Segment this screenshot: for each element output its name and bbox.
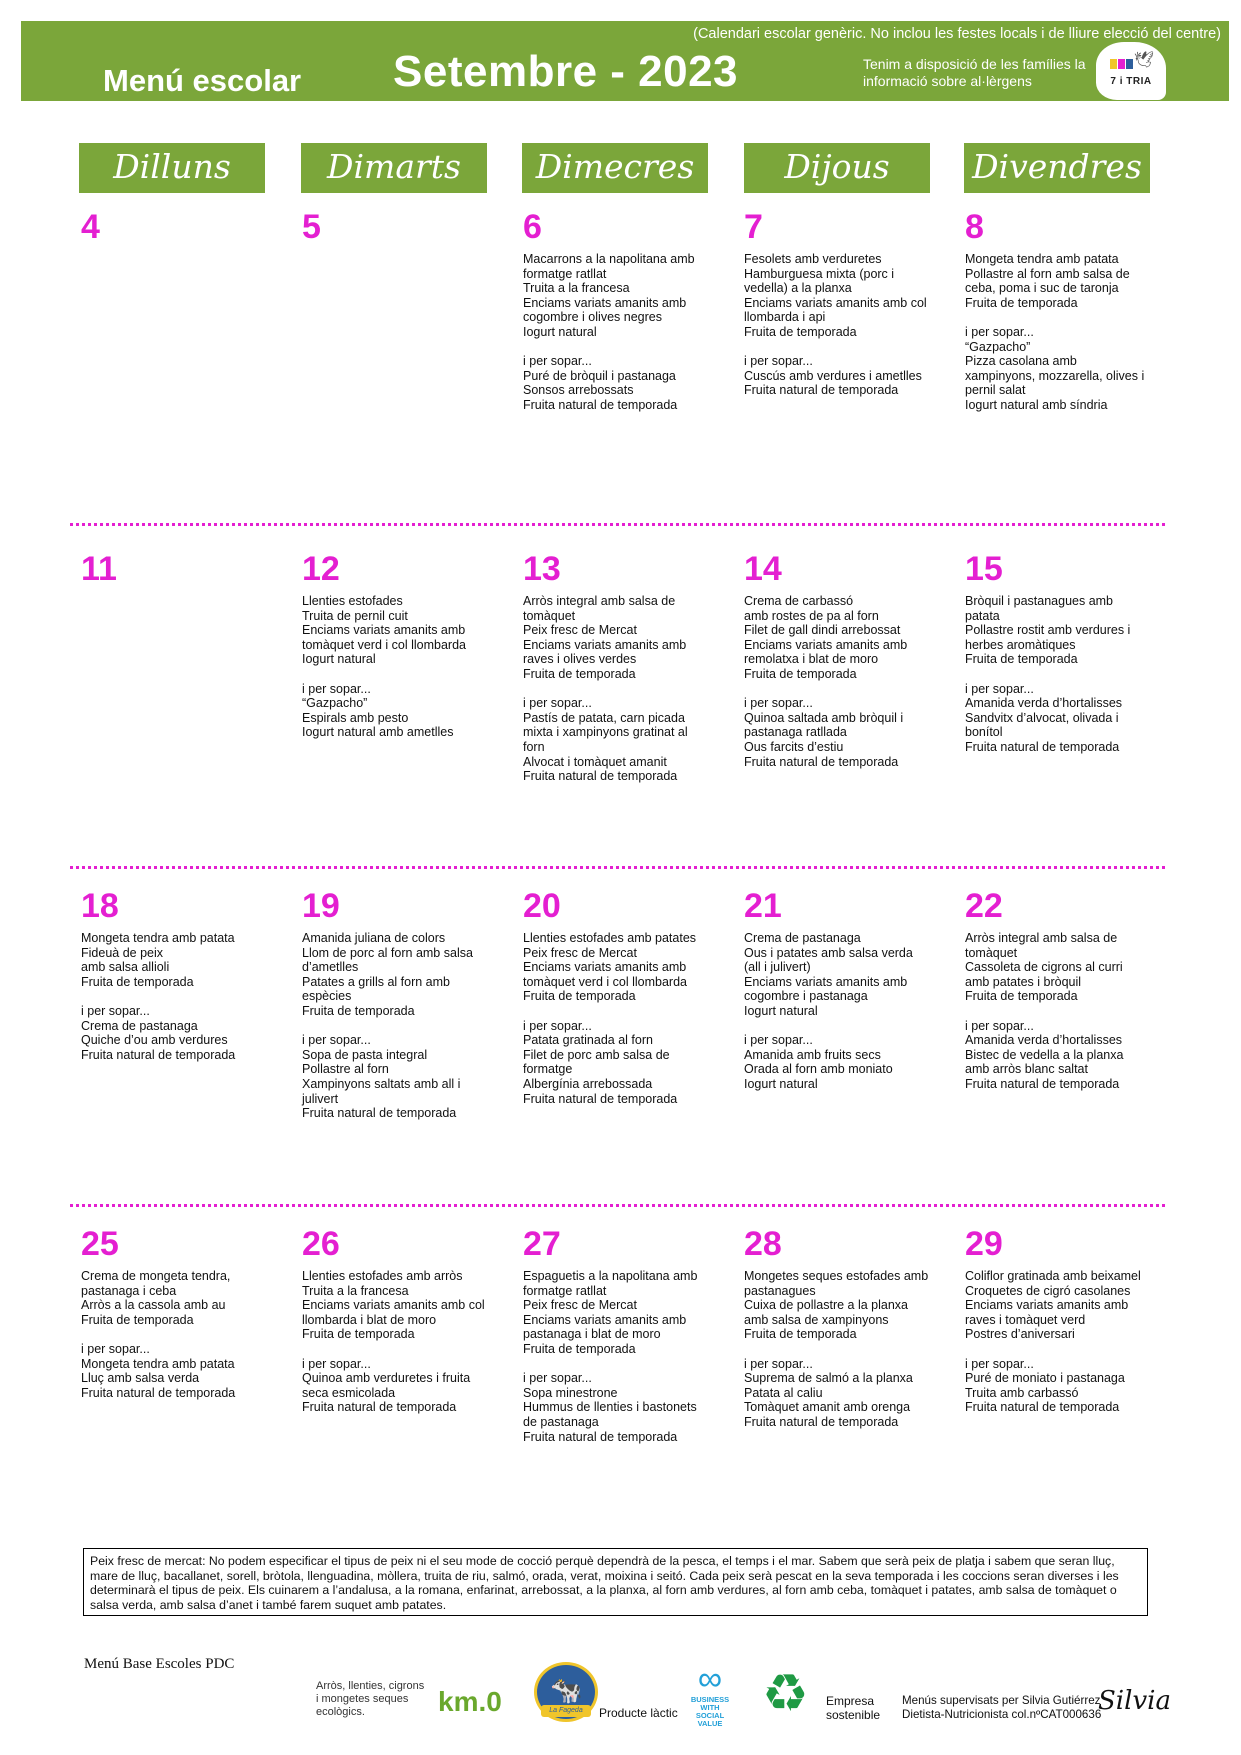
menu-list [965, 1269, 1161, 1415]
menu-item: tomàquet [965, 945, 1018, 960]
menu-item: Ous farcits d’estiu [744, 739, 844, 754]
day-cell [523, 207, 719, 413]
menu-item: cogombre i pastanaga [744, 989, 868, 1004]
menu-item: Puré de moniato i pastanaga [965, 1371, 1125, 1386]
day-cell [81, 549, 277, 594]
day-cell [523, 1224, 719, 1444]
menu-item: bonítol [965, 725, 1003, 740]
menu-item: Sopa de pasta integral [302, 1047, 428, 1062]
menu-item: Pollastre rostit amb verdures i [965, 623, 1131, 638]
month-title: Setembre - 2023 [393, 47, 739, 96]
menu-item: Ous i patates amb salsa verda [744, 945, 913, 960]
menu-item: Cuscús amb verdures i ametlles [744, 368, 922, 383]
menu-item: Fruita de temporada [302, 1003, 415, 1018]
menu-item: Peix fresc de Mercat [523, 945, 637, 960]
menu-item: Enciams variats amanits amb [744, 974, 908, 989]
menu-item: d’ametlles [302, 960, 359, 975]
day-cell [744, 549, 940, 769]
menu-item: Llenties estofades amb arròs [302, 1269, 463, 1283]
menu-item: Llenties estofades [302, 594, 403, 608]
menu-item: Fruita natural de temporada [965, 1400, 1120, 1415]
menu-item: tomàquet [523, 608, 576, 623]
menu-item: Truita a la francesa [302, 1283, 409, 1298]
menu-list [81, 1269, 277, 1400]
eco-text [316, 1680, 424, 1719]
menu-item [965, 1342, 1161, 1357]
header-banner [21, 21, 1229, 101]
menu-item: Sonsos arrebossats [523, 383, 634, 398]
menu-list [965, 931, 1161, 1092]
day-number: 5 [302, 208, 321, 246]
business-line: BUSINESS [690, 1695, 730, 1704]
menu-item: Pastís de patata, carn picada [523, 710, 685, 725]
signature: Silvia [1098, 1686, 1171, 1716]
menu-item: i per sopar... [965, 1018, 1034, 1033]
menu-item: de pastanaga [523, 1414, 599, 1429]
day-number: 7 [744, 208, 763, 246]
menu-item [744, 682, 940, 697]
day-number: 29 [965, 1225, 1003, 1263]
menu-item: Sandvitx d’alvocat, olivada i [965, 710, 1119, 725]
menu-item: i per sopar... [744, 354, 813, 369]
menu-item: “Gazpacho” [965, 339, 1031, 354]
menu-item: i per sopar... [302, 1356, 371, 1371]
menu-item: Fruita natural de temporada [523, 769, 678, 784]
footer-label: Menú Base Escoles PDC [84, 1656, 235, 1672]
menu-list [965, 594, 1161, 755]
menu-item: amb salsa de xampinyons [744, 1312, 889, 1327]
menu-item: herbes aromàtiques [965, 637, 1076, 652]
menu-item: i per sopar... [523, 1018, 592, 1033]
menu-item: i per sopar... [523, 354, 592, 369]
menu-item: Espaguetis a la napolitana amb [523, 1269, 698, 1283]
menu-item: Fruita natural de temporada [744, 754, 899, 769]
menu-item: Pollastre al forn [302, 1062, 389, 1077]
business-line: SOCIAL [695, 1711, 725, 1720]
menu-item [744, 1019, 940, 1034]
day-number: 13 [523, 550, 561, 588]
menu-item: pastanaga i blat de moro [523, 1327, 661, 1342]
bird-icon: 🕊 [1134, 52, 1155, 69]
day-number: 12 [302, 550, 340, 588]
menu-item [302, 667, 498, 682]
menu-list [302, 594, 498, 740]
menu-item: Cassoleta de cigrons al curri [965, 960, 1123, 975]
menu-item: Quiche d’ou amb verdures [81, 1033, 228, 1048]
menu-item [965, 310, 1161, 325]
menu-item: Lluç amb salsa verda [81, 1371, 200, 1386]
menu-item: Mongeta tendra amb patata [81, 931, 235, 945]
sostenible-line: Empresa [826, 1694, 875, 1708]
weekday-header-tuesday: Dimarts [301, 143, 487, 193]
menu-item: Fruita de temporada [523, 1341, 636, 1356]
menu-item: Amanida verda d’hortalisses [965, 696, 1123, 711]
menu-item: Fruita de temporada [744, 666, 857, 681]
menu-item: Filet de porc amb salsa de [523, 1047, 670, 1062]
menu-item: Patata gratinada al forn [523, 1033, 653, 1048]
menu-item: Filet de gall dindi arrebossat [744, 623, 901, 638]
menu-list [81, 931, 277, 1062]
supervisor-text [902, 1694, 1101, 1722]
infinity-icon: ∞ [697, 1660, 723, 1698]
menu-item: Iogurt natural [523, 324, 597, 339]
menu-list [523, 252, 719, 413]
supervisor-line: Menús supervisats per Silvia Gutiérrez [902, 1694, 1101, 1707]
day-number: 20 [523, 887, 561, 925]
menu-item: Espirals amb pesto [302, 710, 409, 725]
menu-item: espècies [302, 989, 352, 1004]
menu-item: i per sopar... [744, 1356, 813, 1371]
cow-icon: 🐄 [550, 1675, 583, 1705]
menu-item: Fruita natural de temporada [744, 1414, 899, 1429]
menu-item: Tomàquet amanit amb orenga [744, 1400, 911, 1415]
menu-item: pastanagues [744, 1283, 816, 1298]
logo-text: 7 i TRIA [1110, 76, 1152, 87]
day-number: 19 [302, 887, 340, 925]
sostenible-line: sostenible [826, 1708, 881, 1722]
menu-item: Enciams variats amanits amb [965, 1298, 1129, 1313]
day-number: 25 [81, 1225, 119, 1263]
menu-item: (all i julivert) [744, 960, 811, 975]
menu-item: i per sopar... [744, 696, 813, 711]
day-number: 14 [744, 550, 782, 588]
menu-item: seca esmicolada [302, 1385, 396, 1400]
menu-item: Fruita natural de temporada [523, 397, 678, 412]
menu-item: Iogurt natural [744, 1003, 818, 1018]
menu-item: Fesolets amb verduretes [744, 252, 882, 266]
menu-item: Mongeta tendra amb patata [965, 252, 1119, 266]
menu-item: i per sopar... [302, 1033, 371, 1048]
menu-item: Macarrons a la napolitana amb [523, 252, 695, 266]
day-cell [965, 549, 1161, 755]
recycle-icon: ♻ [762, 1665, 809, 1723]
day-cell [302, 549, 498, 740]
menu-item: Bistec de vedella a la planxa [965, 1047, 1124, 1062]
menu-item: Enciams variats amanits amb [523, 1312, 687, 1327]
menu-item [965, 667, 1161, 682]
menu-item: “Gazpacho” [302, 696, 368, 711]
menu-item: i per sopar... [81, 1341, 150, 1356]
day-cell [965, 207, 1161, 413]
day-number: 18 [81, 887, 119, 925]
menu-item: raves i tomàquet verd [965, 1312, 1086, 1327]
menu-item: formatge ratllat [523, 1283, 607, 1298]
menu-item: Sopa minestrone [523, 1385, 618, 1400]
business-line: VALUE [697, 1719, 723, 1728]
menu-item: Fruita natural de temporada [523, 1429, 678, 1444]
menu-item: Peix fresc de Mercat [523, 1298, 637, 1313]
menu-item: pastanaga i ceba [81, 1283, 177, 1298]
menu-item: Fruita natural de temporada [81, 1047, 236, 1062]
lactic-text: Producte làctic [599, 1706, 678, 1720]
menu-list [523, 594, 719, 784]
day-cell [302, 207, 498, 252]
day-number: 26 [302, 1225, 340, 1263]
menu-item: Postres d’aniversari [965, 1327, 1075, 1342]
menu-item: llombarda i blat de moro [302, 1312, 437, 1327]
weekday-header-monday: Dilluns [79, 143, 265, 193]
menu-item [965, 1004, 1161, 1019]
menu-item: i per sopar... [965, 324, 1034, 339]
weekday-header-thursday: Dijous [744, 143, 930, 193]
menu-item: Fruita de temporada [744, 1327, 857, 1342]
menu-item: Enciams variats amanits amb [523, 295, 687, 310]
menu-item: Llom de porc al forn amb salsa [302, 945, 473, 960]
week-divider [70, 523, 1165, 526]
menu-item: Hummus de llenties i bastonets [523, 1400, 697, 1415]
menu-item: cogombre i olives negres [523, 310, 662, 325]
menu-list [523, 1269, 719, 1444]
supervisor-line: Dietista-Nutricionista col.nºCAT000636 [902, 1708, 1102, 1721]
menu-item: Enciams variats amanits amb [523, 637, 687, 652]
eco-text-line: ecològics. [316, 1706, 365, 1718]
menu-item: amb salsa allioli [81, 960, 170, 975]
day-number: 28 [744, 1225, 782, 1263]
km0-logo: km.0 [438, 1686, 502, 1717]
menu-item: Orada al forn amb moniato [744, 1062, 893, 1077]
menu-item: Coliflor gratinada amb beixamel [965, 1269, 1141, 1283]
day-number: 21 [744, 887, 782, 925]
menu-item: Llenties estofades amb patates [523, 931, 697, 945]
menu-list [744, 252, 940, 398]
menu-item: remolatxa i blat de moro [744, 652, 879, 667]
menu-list [302, 1269, 498, 1415]
menu-item: Fruita de temporada [523, 666, 636, 681]
menu-list [523, 931, 719, 1106]
menu-item: Amanida verda d’hortalisses [965, 1033, 1123, 1048]
menu-item: Fruita de temporada [523, 989, 636, 1004]
menu-item: patata [965, 608, 1000, 623]
menu-item: i per sopar... [744, 1033, 813, 1048]
menu-item: Suprema de salmó a la planxa [744, 1371, 913, 1386]
menu-item: Xampinyons saltats amb all i [302, 1076, 461, 1091]
menu-item: Fruita de temporada [965, 295, 1078, 310]
menu-item: Bròquil i pastanagues amb [965, 594, 1114, 608]
eco-text-line: Arròs, llenties, cigrons [316, 1680, 425, 1692]
menu-item: Pollastre al forn amb salsa de [965, 266, 1130, 281]
menu-item: tomàquet verd i col llombarda [523, 974, 687, 989]
day-cell [965, 886, 1161, 1092]
day-cell [744, 1224, 940, 1430]
menu-item: Amanida amb fruits secs [744, 1047, 881, 1062]
menu-item [81, 1327, 277, 1342]
menu-item: Arròs a la cassola amb au [81, 1298, 226, 1313]
day-number: 11 [81, 550, 117, 588]
sostenible-text [826, 1694, 880, 1722]
menu-item: Iogurt natural [302, 652, 376, 667]
menu-item: Fruita de temporada [965, 652, 1078, 667]
allergen-info: Tenim a disposició de les famílies la informació sobre al·lèrgens [863, 56, 1086, 89]
menu-list [965, 252, 1161, 413]
menu-item: Iogurt natural [744, 1076, 818, 1091]
eco-text-line: i mongetes seques [316, 1693, 409, 1705]
menu-item: vedella) a la planxa [744, 281, 852, 296]
menu-item: formatge [523, 1062, 573, 1077]
menu-item: formatge ratllat [523, 266, 607, 281]
menu-item: Crema de carbassó [744, 594, 854, 608]
menu-item: i per sopar... [965, 1356, 1034, 1371]
day-cell [81, 207, 277, 252]
day-number: 15 [965, 550, 1003, 588]
menu-item: amb rostes de pa al forn [744, 608, 879, 623]
menu-item: amb patates i bròquil [965, 974, 1082, 989]
menu-item: Fruita natural de temporada [81, 1385, 236, 1400]
menu-item: Fruita de temporada [302, 1327, 415, 1342]
day-number: 8 [965, 208, 984, 246]
day-cell [965, 1224, 1161, 1415]
menu-item: Alvocat i tomàquet amanit [523, 754, 667, 769]
menu-item: Fruita natural de temporada [302, 1400, 457, 1415]
color-blocks-icon [1110, 56, 1134, 74]
menu-item: Fruita natural de temporada [523, 1091, 678, 1106]
menu-item: Quinoa saltada amb bròquil i [744, 710, 904, 725]
menu-item: Pizza casolana amb [965, 354, 1077, 369]
menu-item [81, 989, 277, 1004]
menu-item: Fruita natural de temporada [965, 739, 1120, 754]
menu-item: Arròs integral amb salsa de [523, 594, 676, 608]
day-number: 27 [523, 1225, 561, 1263]
menu-item: Crema de pastanaga [81, 1018, 198, 1033]
la-fageda-logo [534, 1662, 598, 1722]
menu-item: Fruita natural de temporada [744, 383, 899, 398]
menu-item: i per sopar... [523, 1371, 592, 1386]
calendar-note: (Calendari escolar genèric. No inclou les festes locals i de lliure elecció del centre) [693, 26, 1221, 42]
menu-item: Mongeta tendra amb patata [81, 1356, 235, 1371]
menu-item: i per sopar... [523, 696, 592, 711]
menu-item: Peix fresc de Mercat [523, 623, 637, 638]
menu-item: Patates a grills al forn amb [302, 974, 450, 989]
business-social-value-logo [680, 1662, 740, 1728]
menu-item: i per sopar... [965, 681, 1034, 696]
day-cell [523, 886, 719, 1106]
menu-item: Mongetes seques estofades amb [744, 1269, 929, 1283]
menu-item: Patata al caliu [744, 1385, 823, 1400]
menu-item: Enciams variats amanits amb col [744, 295, 927, 310]
menu-item [744, 1342, 940, 1357]
weekday-header-friday: Divendres [964, 143, 1150, 193]
menu-item: Crema de pastanaga [744, 931, 861, 945]
business-line: WITH [700, 1703, 720, 1712]
menu-list [302, 931, 498, 1121]
day-number: 22 [965, 887, 1003, 925]
menu-item: Fruita de temporada [81, 974, 194, 989]
week-divider [70, 1204, 1165, 1207]
day-number: 6 [523, 208, 542, 246]
menu-item: raves i olives verdes [523, 652, 637, 667]
menu-item: i per sopar... [302, 681, 371, 696]
menu-item: Quinoa amb verduretes i fruita [302, 1371, 471, 1386]
menu-item: Fruita de temporada [81, 1312, 194, 1327]
farm-logo-ribbon: La Fageda [541, 1705, 591, 1717]
menu-item: mixta i xampinyons gratinat al [523, 725, 688, 740]
menu-item: Truita a la francesa [523, 281, 630, 296]
day-cell [744, 207, 940, 398]
menu-item: ceba, poma i suc de taronja [965, 281, 1119, 296]
menu-item: forn [523, 739, 545, 754]
menu-item: julivert [302, 1091, 339, 1106]
menu-item: Truita amb carbassó [965, 1385, 1079, 1400]
menu-item: Fruita de temporada [744, 324, 857, 339]
menu-item: Albergínia arrebossada [523, 1076, 653, 1091]
menu-item: Fruita natural de temporada [965, 1076, 1120, 1091]
seven-i-tria-logo [1096, 42, 1166, 100]
menu-title: Menú escolar [103, 63, 302, 98]
menu-item: Crema de mongeta tendra, [81, 1269, 231, 1283]
menu-list [744, 1269, 940, 1430]
menu-item: Fruita de temporada [965, 989, 1078, 1004]
weekday-header-wednesday: Dimecres [522, 143, 708, 193]
menu-item: Arròs integral amb salsa de [965, 931, 1118, 945]
menu-item: Enciams variats amanits amb [744, 637, 908, 652]
menu-item: pastanaga ratllada [744, 725, 847, 740]
menu-list [744, 594, 940, 769]
menu-item: Truita de pernil cuit [302, 608, 408, 623]
day-cell [302, 1224, 498, 1415]
menu-item [744, 340, 940, 355]
fish-footnote: Peix fresc de mercat: No podem especificar el tipus de peix ni el seu mode de cocció perquè dependrà de la pesca, el temps i el mar. Sabem que serà peix de platja i sabem que seran lluç, mare de lluç, bacallanet, sorell, bròtola, llenguadina, mòllera, truita de riu, salmó, orada, verat, moixina i seitó. Cada peix serà pescat en la seva temporada i les coccions seran diverses i les determinarà el tipus de peix. Els cuinarem a l’andalusa, a la romana, enfarinat, arrebossat, a la planxa, al forn amb verdures, al forn amb ceba, tomàquet i patates, amb salsa de tomàquet o salsa verda, amb salsa d’anet i també farem suquet amb patates. [83, 1548, 1148, 1616]
menu-item [523, 1357, 719, 1372]
menu-item: tomàquet verd i col llombarda [302, 637, 466, 652]
menu-item: Fideuà de peix [81, 945, 164, 960]
menu-item: Amanida juliana de colors [302, 931, 446, 945]
menu-item [523, 1004, 719, 1019]
menu-item: Enciams variats amanits amb [523, 960, 687, 975]
menu-item: amb arròs blanc saltat [965, 1062, 1088, 1077]
day-cell [81, 886, 277, 1062]
menu-item: xampinyons, mozzarella, olives i [965, 368, 1145, 383]
menu-item: Enciams variats amanits amb [302, 623, 466, 638]
menu-item: pernil salat [965, 383, 1026, 398]
menu-item: Cuixa de pollastre a la planxa [744, 1298, 908, 1313]
menu-item: Croquetes de cigró casolanes [965, 1283, 1131, 1298]
week-divider [70, 866, 1165, 869]
day-cell [302, 886, 498, 1121]
day-number: 4 [81, 208, 100, 246]
menu-list [744, 931, 940, 1092]
day-cell [523, 549, 719, 784]
menu-item [523, 682, 719, 697]
day-cell [81, 1224, 277, 1400]
menu-item [302, 1342, 498, 1357]
menu-item: Enciams variats amanits amb col [302, 1298, 485, 1313]
menu-item: Iogurt natural amb síndria [965, 397, 1108, 412]
menu-item: llombarda i api [744, 310, 826, 325]
day-cell [744, 886, 940, 1092]
menu-item [523, 340, 719, 355]
menu-item: i per sopar... [81, 1003, 150, 1018]
menu-item: Hamburguesa mixta (porc i [744, 266, 895, 281]
menu-item: Fruita natural de temporada [302, 1106, 457, 1121]
menu-item [302, 1019, 498, 1034]
menu-item: Iogurt natural amb ametlles [302, 725, 454, 740]
menu-item: Puré de bròquil i pastanaga [523, 368, 676, 383]
